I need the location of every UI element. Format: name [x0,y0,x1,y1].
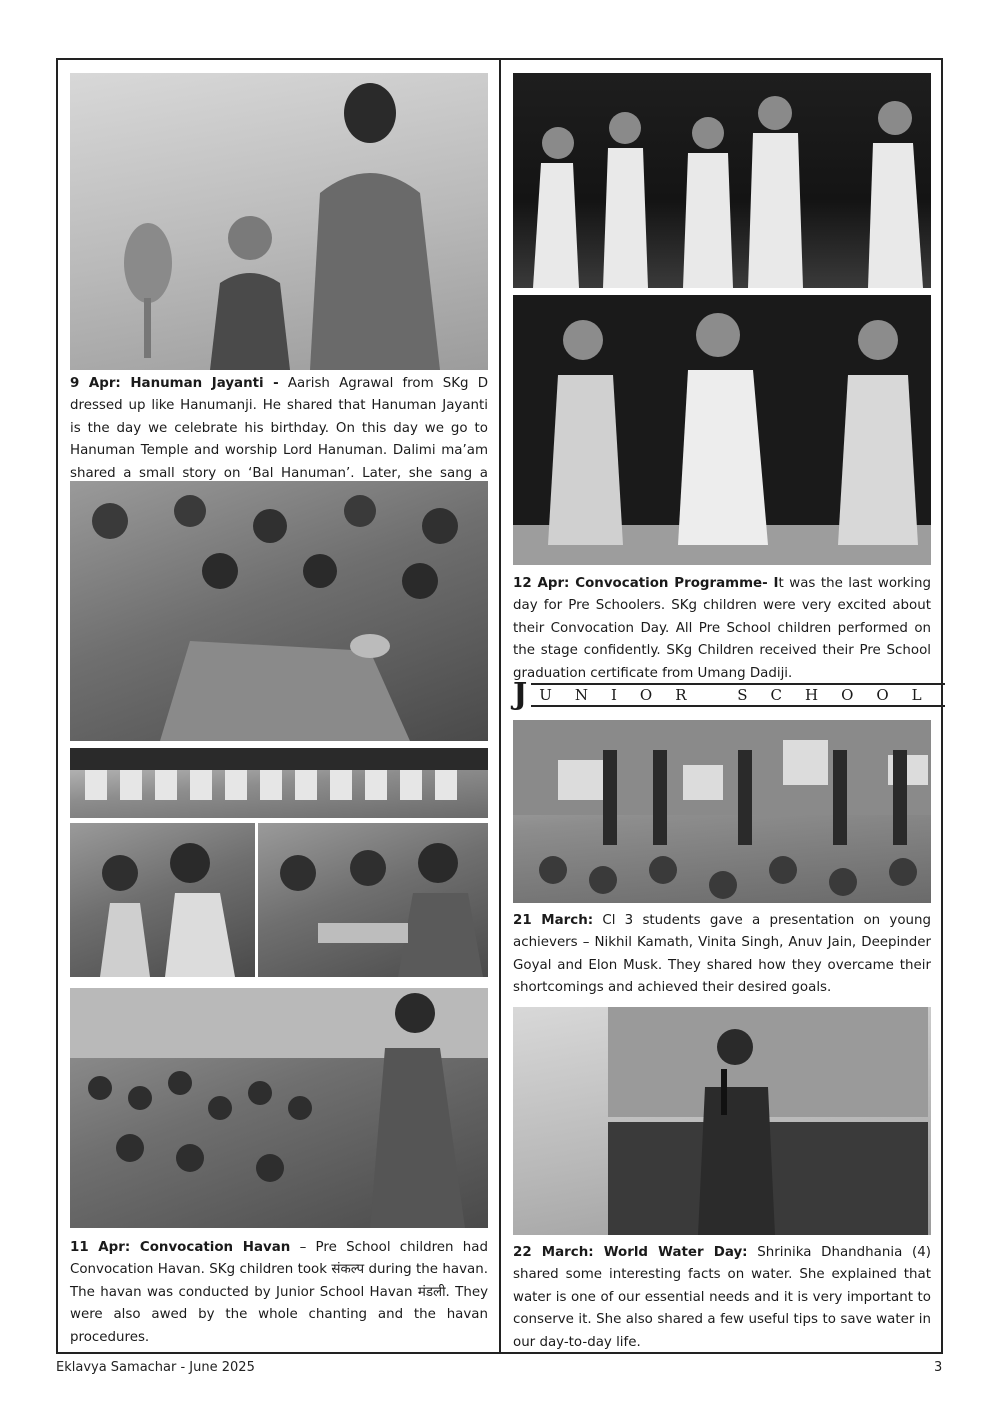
caption-body: t was the last working day for Pre Schoolers. SKg children were very excited about their Convocation Day. All Pre School children performed on the stage confidently. SKg Children received their Pre School graduation certificate from Umang Dadiji. [513,576,931,681]
column-divider [499,58,501,1354]
caption-lead: 12 Apr: Convocation Programme- I [513,576,779,591]
photo-havan-rakhi-left [70,823,255,977]
photo-young-achievers [513,720,931,903]
photo-havan-group-seated [70,748,488,818]
caption-lead: 22 March: World Water Day: [513,1245,748,1260]
caption-body: – Pre School children had Convocation Havan. SKg children took संकल्प during the havan. The havan was conducted by Junior School Havan मंडली. They were also awed by the whole chanting and the havan procedures. [70,1240,488,1345]
section-initial: J [513,677,528,712]
footer-page-number: 3 [934,1360,943,1375]
caption-lead: 9 Apr: Hanuman Jayanti - [70,376,279,391]
caption-lead: 11 Apr: Convocation Havan [70,1240,291,1255]
caption-world-water-day [513,1242,931,1354]
caption-body: Shrinika Dhandhania (4) shared some interesting facts on water. She explained that water is one of our essential needs and it is very important to conserve it. She also shared a few useful tips to save water in our day-to-day life. [513,1245,931,1350]
caption-body: Aarish Agrawal from SKg D dressed up like Hanumanji. He shared that Hanuman Jayanti is the day we celebrate his birthday. On this day we go to Hanuman Temple and worship Lord Hanuman. Dalimi ma’am shared a small story on ‘Bal Hanuman’. Later, she sang a [70,376,489,481]
caption-body: Cl 3 students gave a presentation on young achievers – Nikhil Kamath, Vinita Singh, Anuv Jain, Deepinder Goyal and Elon Musk. They shared how they overcame their shortcomings and achieved their desired goals. [513,913,931,996]
section-heading-junior-school [513,677,945,712]
footer-publication: Eklavya Samachar - June 2025 [56,1360,255,1375]
photo-convocation-performers [513,295,931,565]
photo-havan-teacher [70,988,488,1228]
photo-havan-rakhi-right [258,823,488,977]
caption-convocation-programme [513,573,931,685]
photo-convocation-dance [513,73,931,288]
section-title-rest: UNIOR SCHOOL [539,686,945,704]
photo-havan-children [70,481,488,741]
caption-young-achievers [513,910,931,1000]
caption-lead: 21 March: [513,913,594,928]
photo-hanuman-jayanti [70,73,488,370]
section-rule [531,683,944,707]
photo-world-water-day [513,1007,931,1235]
caption-convocation-havan [70,1237,488,1349]
